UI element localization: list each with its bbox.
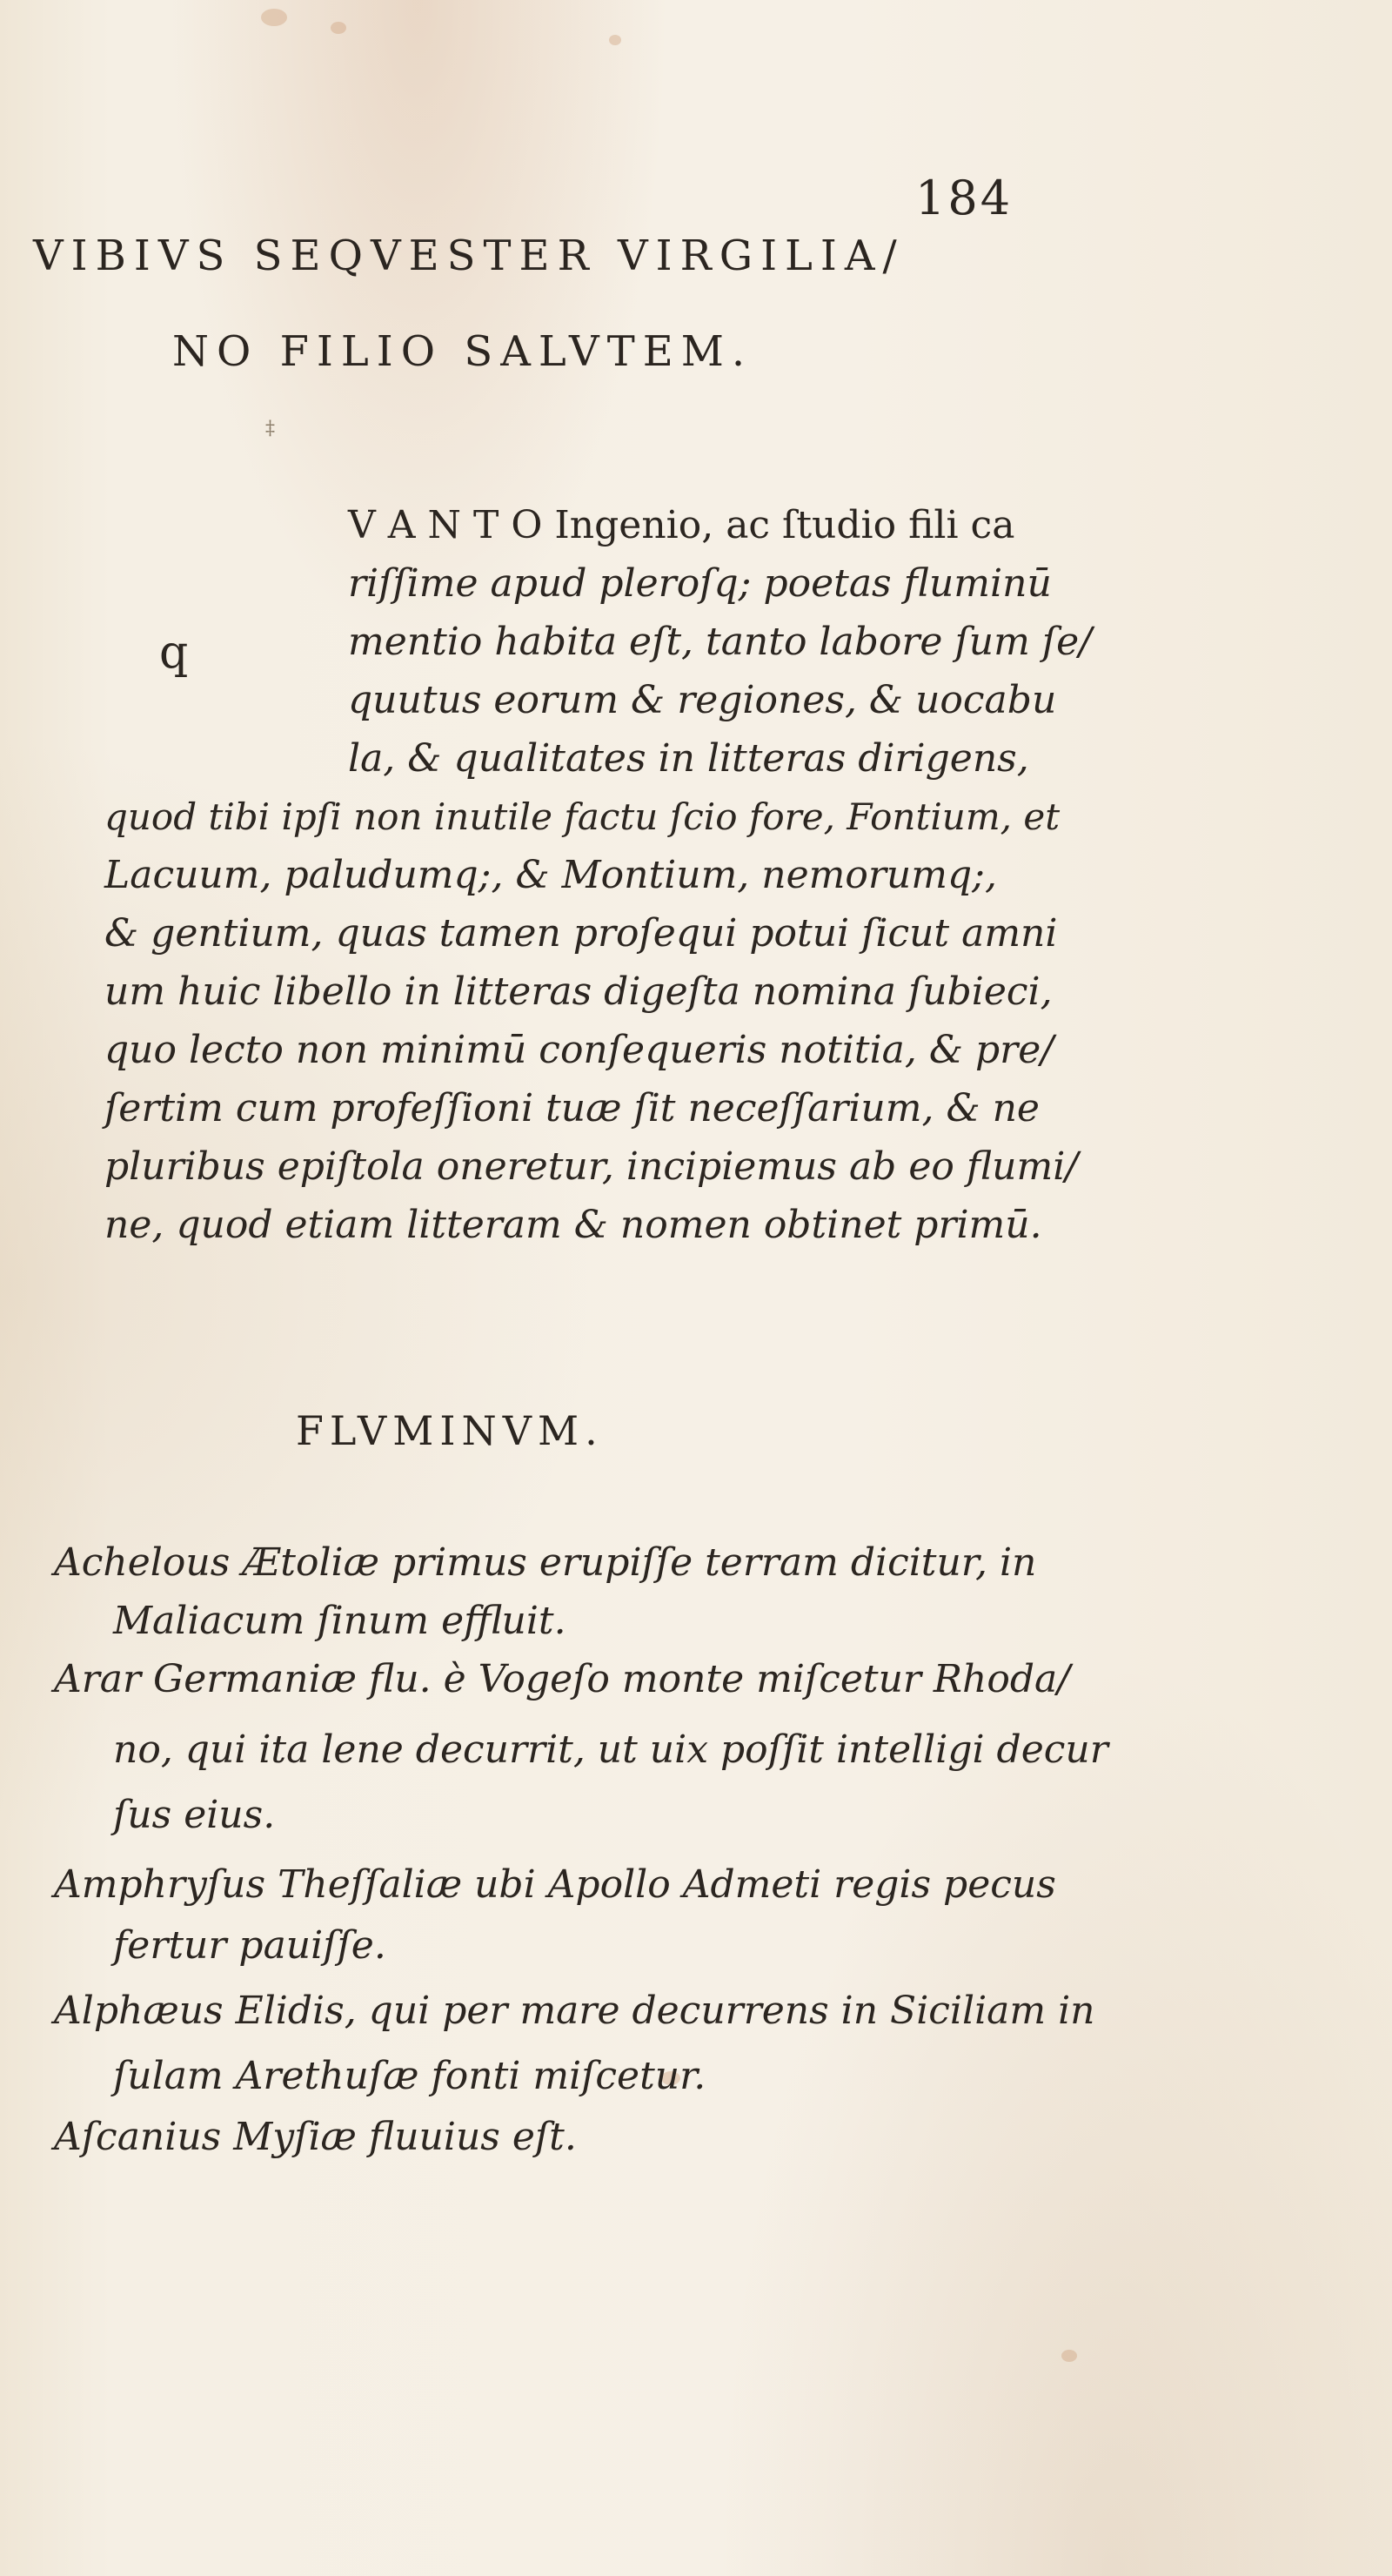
entry-line: Alphæus Elidis, qui per mare decurrens in Siciliam in — [54, 1989, 1095, 2033]
foxing-spot — [609, 35, 621, 45]
entry-line: ſulam Arethuſæ fonti miſcetur. — [113, 2054, 706, 2098]
entry-line: ſus eius. — [113, 1793, 276, 1837]
letter-line: & gentium, quas tamen proſequi potui ſicut amni — [104, 911, 1058, 956]
entry-line: Arar Germaniæ flu. è Vogeſo monte miſcetur Rhoda/ — [54, 1657, 1071, 1701]
entry-line: Achelous Ætoliæ primus erupiſſe terram dicitur, in — [54, 1540, 1037, 1585]
entry-line: Aſcanius Myſiæ fluuius eſt. — [54, 2115, 577, 2159]
letter-line: Lacuum, paludumq;, & Montium, nemorumq;, — [104, 853, 997, 897]
letter-line: quutus eorum & regiones, & uocabu — [348, 678, 1057, 722]
entry-line: Maliacum ſinum effluit. — [113, 1599, 566, 1643]
foxing-spot — [1061, 2350, 1077, 2362]
letter-line: ne, quod etiam litteram & nomen obtinet primū. — [104, 1203, 1042, 1247]
letter-line: um huic libello in litteras digeſta nomina ſubieci, — [104, 969, 1053, 1014]
letter-line: mentio habita eſt, tanto labore ſum ſe/ — [348, 620, 1092, 664]
letter-line: pluribus epiſtola oneretur, incipiemus ab eo flumi/ — [104, 1144, 1079, 1189]
letter-line: quod tibi ipſi non inutile factu ſcio fore, Fontium, et — [104, 795, 1061, 838]
foxing-spot — [331, 22, 346, 34]
letter-line: quo lecto non minimū conſequeris notitia, & pre/ — [104, 1028, 1054, 1072]
title-line-2: NO FILIO SALVTEM. — [172, 327, 753, 376]
entry-line: Amphryſus Theſſaliæ ubi Apollo Admeti regis pecus — [54, 1862, 1056, 1907]
letter-line: V A N T O Ingenio, ac ſtudio fili ca — [348, 503, 1015, 547]
entry-line: no, qui ita lene decurrit, ut uix poſſit intelligi decur — [113, 1727, 1108, 1772]
letter-line: riſſime apud pleroſq; poetas fluminū — [348, 561, 1052, 606]
ornament-mark: ‡ — [265, 418, 275, 439]
entry-line: fertur pauiſſe. — [113, 1923, 386, 1968]
title-line-1: VIBIVS SEQVESTER VIRGILIA/ — [33, 231, 905, 280]
drop-cap: q — [159, 627, 189, 679]
letter-line: la, & qualitates in litteras dirigens, — [348, 736, 1029, 781]
letter-line: ſertim cum profeſſioni tuæ ſit neceſſarium, & ne — [104, 1086, 1040, 1130]
page-number: 184 — [915, 171, 1014, 225]
foxing-spot — [261, 9, 287, 26]
section-heading: FLVMINVM. — [296, 1407, 604, 1454]
